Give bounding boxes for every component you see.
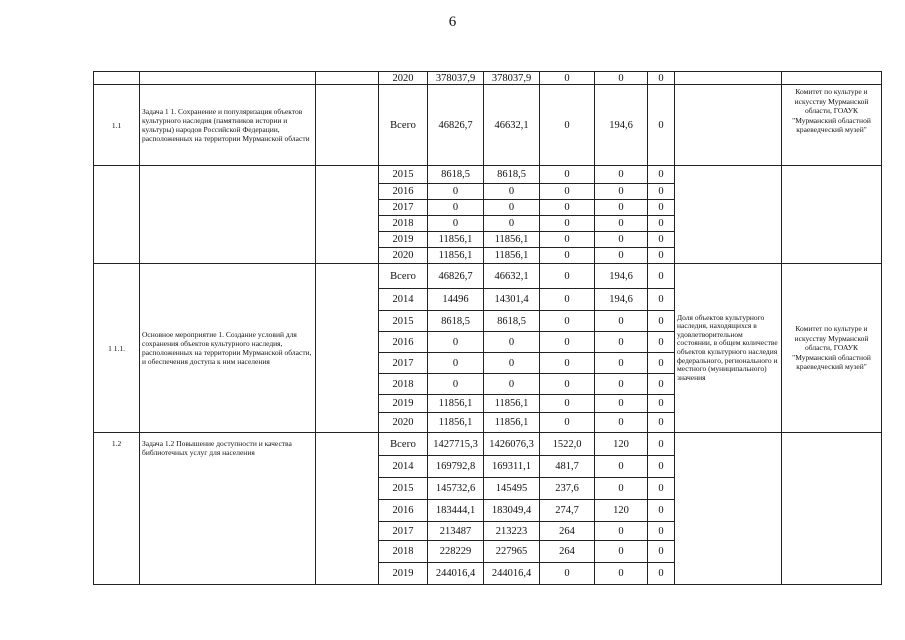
local-budget-value: 120 <box>595 433 648 456</box>
total-value: 0 <box>428 200 484 216</box>
local-budget-value: 194,6 <box>595 289 648 311</box>
other-sources-value: 0 <box>648 72 675 85</box>
regional-budget-value: 0 <box>484 216 540 232</box>
total-value: 0 <box>428 332 484 353</box>
regional-budget-value: 11856,1 <box>484 248 540 264</box>
cell-empty <box>140 166 316 264</box>
regional-budget-value: 14301,4 <box>484 289 540 311</box>
local-budget-value: 0 <box>595 522 648 541</box>
local-budget-value: 120 <box>595 500 648 522</box>
other-sources-value: 0 <box>648 332 675 353</box>
local-budget-value: 0 <box>595 200 648 216</box>
other-sources-value: 0 <box>648 289 675 311</box>
year-cell: Всего <box>379 85 428 166</box>
federal-budget-value: 0 <box>540 395 595 413</box>
federal-budget-value: 264 <box>540 541 595 563</box>
total-value: 0 <box>428 184 484 200</box>
other-sources-value: 0 <box>648 166 675 184</box>
local-budget-value: 0 <box>595 478 648 500</box>
local-budget-value: 0 <box>595 72 648 85</box>
total-value: 228229 <box>428 541 484 563</box>
other-sources-value: 0 <box>648 374 675 395</box>
total-value: 378037,9 <box>428 72 484 85</box>
row-code: 1.2 <box>94 433 140 585</box>
other-sources-value: 0 <box>648 433 675 456</box>
local-budget-value: 194,6 <box>595 264 648 289</box>
other-sources-value: 0 <box>648 500 675 522</box>
regional-budget-value: 244016,4 <box>484 563 540 585</box>
total-value: 11856,1 <box>428 395 484 413</box>
federal-budget-value: 0 <box>540 166 595 184</box>
total-value: 169792,8 <box>428 456 484 478</box>
other-sources-value: 0 <box>648 311 675 332</box>
total-value: 46826,7 <box>428 264 484 289</box>
regional-budget-value: 11856,1 <box>484 232 540 248</box>
regional-budget-value: 183049,4 <box>484 500 540 522</box>
federal-budget-value: 0 <box>540 332 595 353</box>
executor: Комитет по культуре и искусству Мурманской области, ГОАУК "Мурманский областной краеведческий музей" <box>782 264 882 433</box>
total-value: 244016,4 <box>428 563 484 585</box>
table-row <box>94 264 882 289</box>
local-budget-value: 0 <box>595 456 648 478</box>
federal-budget-value: 0 <box>540 374 595 395</box>
year-cell: 2019 <box>379 563 428 585</box>
federal-budget-value: 481,7 <box>540 456 595 478</box>
total-value: 1427715,3 <box>428 433 484 456</box>
cell-empty <box>316 72 379 85</box>
table-row <box>94 166 882 184</box>
regional-budget-value: 46632,1 <box>484 85 540 166</box>
year-cell: 2018 <box>379 541 428 563</box>
other-sources-value: 0 <box>648 264 675 289</box>
other-sources-value: 0 <box>648 232 675 248</box>
year-cell: Всего <box>379 264 428 289</box>
federal-budget-value: 0 <box>540 264 595 289</box>
other-sources-value: 0 <box>648 563 675 585</box>
federal-budget-value: 0 <box>540 289 595 311</box>
federal-budget-value: 237,6 <box>540 478 595 500</box>
other-sources-value: 0 <box>648 413 675 433</box>
total-value: 11856,1 <box>428 413 484 433</box>
cell-empty <box>782 166 882 264</box>
table-row <box>94 433 882 456</box>
task-name: Задача 1 1. Сохранение и популяризация объектов культурного наследия (памятников истории и культуры) народов Российской Федерации, расположенных на территории Мурманской области <box>140 85 316 166</box>
year-cell: 2020 <box>379 248 428 264</box>
total-value: 0 <box>428 374 484 395</box>
local-budget-value: 0 <box>595 395 648 413</box>
local-budget-value: 0 <box>595 353 648 374</box>
year-cell: 2019 <box>379 395 428 413</box>
local-budget-value: 0 <box>595 248 648 264</box>
federal-budget-value: 0 <box>540 200 595 216</box>
local-budget-value: 0 <box>595 541 648 563</box>
other-sources-value: 0 <box>648 353 675 374</box>
year-cell: 2018 <box>379 374 428 395</box>
cell-empty <box>316 85 379 166</box>
regional-budget-value: 0 <box>484 200 540 216</box>
federal-budget-value: 264 <box>540 522 595 541</box>
regional-budget-value: 8618,5 <box>484 311 540 332</box>
regional-budget-value: 46632,1 <box>484 264 540 289</box>
total-value: 46826,7 <box>428 85 484 166</box>
local-budget-value: 0 <box>595 216 648 232</box>
year-cell: 2018 <box>379 216 428 232</box>
other-sources-value: 0 <box>648 184 675 200</box>
regional-budget-value: 378037,9 <box>484 72 540 85</box>
program-funding-table <box>93 71 882 585</box>
federal-budget-value: 1522,0 <box>540 433 595 456</box>
federal-budget-value: 0 <box>540 184 595 200</box>
local-budget-value: 0 <box>595 413 648 433</box>
cell-empty <box>316 166 379 264</box>
task-name: Задача 1.2 Повышение доступности и качества библиотечных услуг для населения <box>140 433 316 585</box>
regional-budget-value: 213223 <box>484 522 540 541</box>
other-sources-value: 0 <box>648 522 675 541</box>
year-cell: 2017 <box>379 200 428 216</box>
cell-empty <box>140 72 316 85</box>
other-sources-value: 0 <box>648 200 675 216</box>
federal-budget-value: 0 <box>540 248 595 264</box>
year-cell: 2015 <box>379 311 428 332</box>
indicator: Доля объектов культурного наследия, находящихся в удовлетворительном состоянии, в общем количестве объектов культурного наследия федерального, регионального и местного (муниципального) значения <box>675 264 782 433</box>
year-cell: 2015 <box>379 478 428 500</box>
cell-empty <box>675 433 782 585</box>
regional-budget-value: 169311,1 <box>484 456 540 478</box>
other-sources-value: 0 <box>648 216 675 232</box>
total-value: 183444,1 <box>428 500 484 522</box>
federal-budget-value: 0 <box>540 413 595 433</box>
regional-budget-value: 0 <box>484 374 540 395</box>
federal-budget-value: 274,7 <box>540 500 595 522</box>
total-value: 0 <box>428 216 484 232</box>
federal-budget-value: 0 <box>540 311 595 332</box>
year-cell: 2014 <box>379 456 428 478</box>
regional-budget-value: 11856,1 <box>484 395 540 413</box>
local-budget-value: 194,6 <box>595 85 648 166</box>
local-budget-value: 0 <box>595 311 648 332</box>
local-budget-value: 0 <box>595 184 648 200</box>
cell-empty <box>675 166 782 264</box>
local-budget-value: 0 <box>595 232 648 248</box>
regional-budget-value: 0 <box>484 353 540 374</box>
other-sources-value: 0 <box>648 456 675 478</box>
regional-budget-value: 145495 <box>484 478 540 500</box>
cell-empty <box>782 72 882 85</box>
federal-budget-value: 0 <box>540 353 595 374</box>
event-name: Основное мероприятие 1. Создание условий для сохранения объектов культурного наследия, расположенных на территории Мурманской области, и обеспечения доступа к ним населения <box>140 264 316 433</box>
page-number: 6 <box>448 14 457 30</box>
year-cell: 2020 <box>379 72 428 85</box>
row-code: 1.1 <box>94 85 140 166</box>
total-value: 8618,5 <box>428 166 484 184</box>
total-value: 0 <box>428 353 484 374</box>
regional-budget-value: 0 <box>484 184 540 200</box>
year-cell: 2017 <box>379 353 428 374</box>
regional-budget-value: 0 <box>484 332 540 353</box>
cell-empty <box>316 264 379 433</box>
cell-empty <box>782 433 882 585</box>
other-sources-value: 0 <box>648 395 675 413</box>
cell-empty <box>94 72 140 85</box>
federal-budget-value: 0 <box>540 85 595 166</box>
year-cell: 2020 <box>379 413 428 433</box>
table-row <box>94 85 882 166</box>
local-budget-value: 0 <box>595 374 648 395</box>
year-cell: Всего <box>379 433 428 456</box>
other-sources-value: 0 <box>648 541 675 563</box>
regional-budget-value: 8618,5 <box>484 166 540 184</box>
federal-budget-value: 0 <box>540 563 595 585</box>
other-sources-value: 0 <box>648 478 675 500</box>
row-code: 1 1.1. <box>94 264 140 433</box>
cell-empty <box>316 433 379 585</box>
total-value: 8618,5 <box>428 311 484 332</box>
year-cell: 2019 <box>379 232 428 248</box>
other-sources-value: 0 <box>648 248 675 264</box>
cell-empty <box>675 85 782 166</box>
total-value: 11856,1 <box>428 248 484 264</box>
federal-budget-value: 0 <box>540 216 595 232</box>
total-value: 145732,6 <box>428 478 484 500</box>
regional-budget-value: 1426076,3 <box>484 433 540 456</box>
year-cell: 2014 <box>379 289 428 311</box>
other-sources-value: 0 <box>648 85 675 166</box>
local-budget-value: 0 <box>595 563 648 585</box>
cell-empty <box>94 166 140 264</box>
regional-budget-value: 227965 <box>484 541 540 563</box>
table-row <box>94 72 882 85</box>
year-cell: 2016 <box>379 184 428 200</box>
local-budget-value: 0 <box>595 166 648 184</box>
total-value: 11856,1 <box>428 232 484 248</box>
local-budget-value: 0 <box>595 332 648 353</box>
executor: Комитет по культуре и искусству Мурманской области, ГОАУК "Мурманский областной краеведческий музей" <box>782 85 882 166</box>
cell-empty <box>675 72 782 85</box>
total-value: 14496 <box>428 289 484 311</box>
year-cell: 2017 <box>379 522 428 541</box>
federal-budget-value: 0 <box>540 232 595 248</box>
year-cell: 2015 <box>379 166 428 184</box>
federal-budget-value: 0 <box>540 72 595 85</box>
regional-budget-value: 11856,1 <box>484 413 540 433</box>
year-cell: 2016 <box>379 500 428 522</box>
total-value: 213487 <box>428 522 484 541</box>
year-cell: 2016 <box>379 332 428 353</box>
